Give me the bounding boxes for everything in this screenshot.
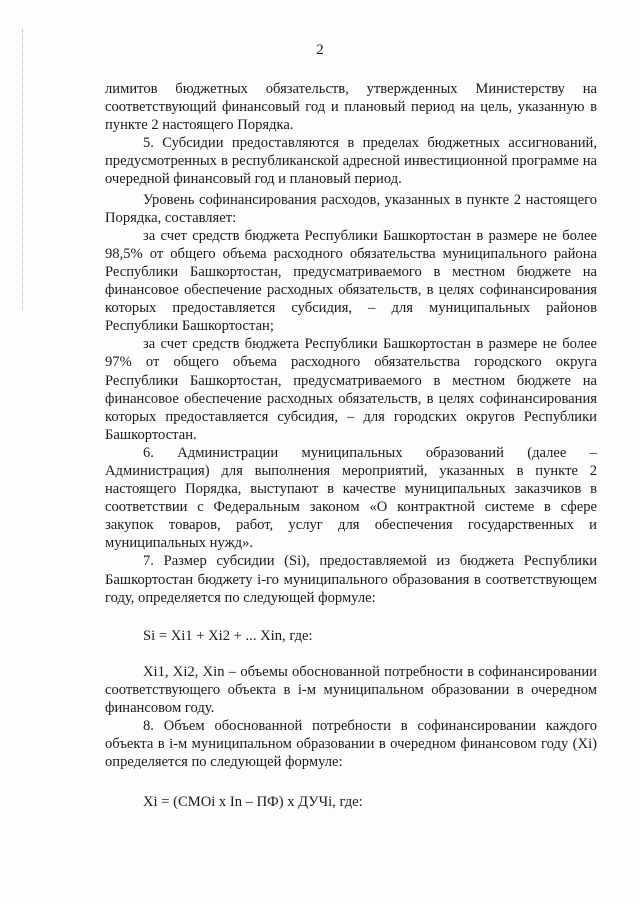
- document-body: [105, 80, 597, 819]
- margin-binding-dots: [22, 30, 24, 310]
- formula-subsidy: Si = Xi1 + Xi2 + ... Xin, где:: [143, 627, 313, 644]
- paragraph-continuation: лимитов бюджетных обязательств, утвержденных Министерству на соответствующий финансовый год и плановый период на цель, указанную в пункте 2 настоящего Порядка.: [105, 81, 597, 134]
- paragraph-item-5: 5. Субсидии предоставляются в пределах бюджетных ассигнований, предусмотренных в республиканской адресной инвестиционной программе на очередной финансовый год и плановый период.: [105, 135, 597, 188]
- paragraph-cofinancing-level: Уровень софинансирования расходов, указанных в пункте 2 настоящего Порядка, составляет:: [105, 191, 597, 226]
- paragraph-item-7: 7. Размер субсидии (Si), предоставляемой из бюджета Республики Башкортостан бюджету i-го муниципального образования в соответствующем году, определяется по следующей формуле:: [105, 553, 597, 606]
- paragraph-item-6: 6. Администрации муниципальных образований (далее – Администрация) для выполнения мероприятий, указанных в пункте 2 настоящего Порядка, выступают в качестве муниципальных заказчиков в соответствии с Федеральным законом «О контрактной системе в сфере закупок товаров, работ, услуг для обеспечения государственных и муниципальных нужд».: [105, 444, 597, 552]
- paragraph-formula-legend: Xi1, Xi2, Xin – объемы обоснованной потребности в софинансировании соответствующего объекта в i-м муниципальном образовании в очередном финансовом году.: [105, 663, 597, 716]
- formula-need-volume: Xi = (СМОi x In – ПФ) x ДУЧi, где:: [143, 794, 363, 811]
- paragraph-item-8: 8. Объем обоснованной потребности в софинансировании каждого объекта в i-м муниципальном образовании в очередном финансовом году (Xi) определяется по следующей формуле:: [105, 718, 597, 771]
- page-number: 2: [316, 42, 324, 58]
- paragraph-municipal-districts: за счет средств бюджета Республики Башкортостан в размере не более 98,5% от общего объема расходного обязательства муниципального района Республики Башкортостан, предусматриваемого в местном бюджете на финансовое обеспечение расходных обязательств, в целях софинансирования которых предоставляется субсидия, – для муниципальных районов Республики Башкортостан;: [105, 227, 597, 335]
- paragraph-city-districts: за счет средств бюджета Республики Башкортостан в размере не более 97% от общего объема расходного обязательства городского округа Республики Башкортостан, предусматриваемого в местном бюджете на финансовое обеспечение расходных обязательств, в целях софинансирования которых предоставляется субсидия, – для городских округов Республики Башкортостан.: [105, 336, 597, 443]
